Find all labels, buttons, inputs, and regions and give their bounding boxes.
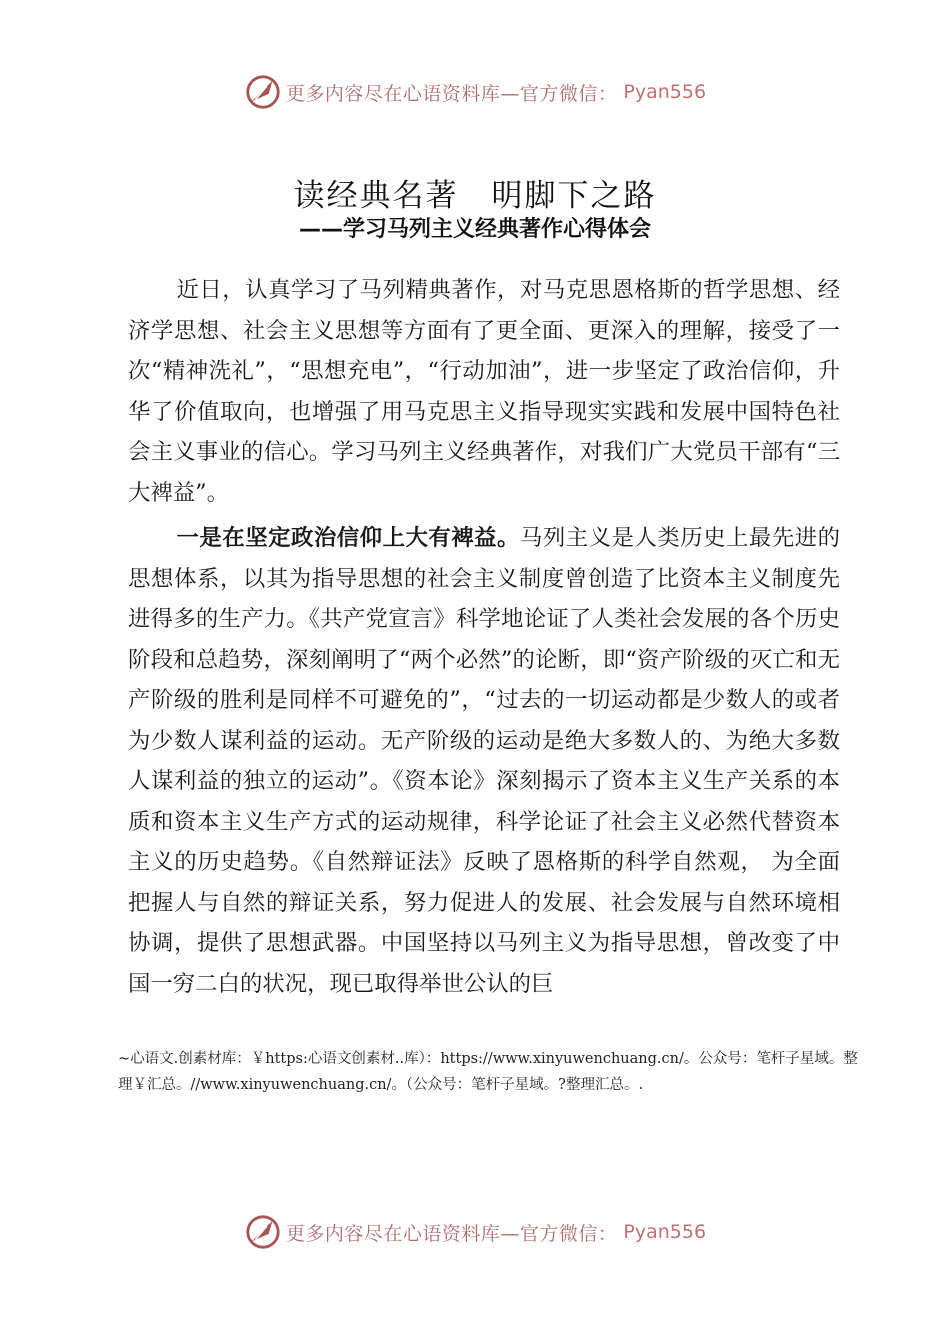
paragraph-2 <box>128 518 840 1004</box>
banner-wechat-id: Pyan556 <box>623 1221 707 1243</box>
banner-wechat-id: Pyan556 <box>623 81 707 103</box>
paragraph-1-text: 近日，认真学习了马列精典著作，对马克思恩格斯的哲学思想、经济学思想、社会主义思想等方面有了更全面、更深入的理解，接受了一次“精神洗礼”，“思想充电”，“行动加油”，进一步坚定了政治信仰，升华了价值取向，也增强了用马克思主义指导现实实践和发展中国特色社会主义事业的信心。学习马列主义经典著作，对我们广大党员干部有“三大裨益”。 <box>128 277 840 506</box>
document-subtitle: ——学习马列主义经典著作心得体会 <box>298 217 651 242</box>
footnote: ~心语文.创素材库：￥https:心语文创素材..库）：https://www.xinyuwenchuang.cn/。公众号：笔杆子星域。整理￥汇总。//www.xinyuwenchuang.cn/。（公众号：笔杆子星域。?整理汇总。. <box>118 1051 858 1093</box>
banner-text: 更多内容尽在心语资料库—官方微信： <box>285 82 618 105</box>
banner-text: 更多内容尽在心语资料库—官方微信： <box>285 1222 618 1245</box>
footer-banner <box>0 1210 950 1254</box>
paragraph-2-text: 马列主义是人类历史上最先进的思想体系，以其为指导思想的社会主义制度曾创造了比资本主义制度先进得多的生产力。《共产党宣言》科学地论证了人类社会发展的各个历史阶段和总趋势，深刻阐明了“两个必然”的论断，即“资产阶级的灭亡和无产阶级的胜利是同样不可避免的”，“过去的一切运动都是少数人的或者为少数人谋利益的运动。无产阶级的运动是绝大多数人的、为绝大多数人谋利益的独立的运动”。《资本论》深刻揭示了资本主义生产关系的本质和资本主义生产方式的运动规律，科学论证了社会主义必然代替资本主义的历史趋势。《自然辩证法》反映了恩格斯的科学自然观， 为全面把握人与自然的辩证关系，努力促进人的发展、社会发展与自然环境相协调，提供了思想武器。中国坚持以马列主义为指导思想，曾改变了中国一穷二白的状况，现已取得举世公认的巨 <box>128 525 841 997</box>
paragraph-1 <box>128 270 840 513</box>
document-title: 读经典名著 明脚下之路 <box>293 178 657 214</box>
header-banner <box>0 70 950 114</box>
paragraph-2-lead: 一是在坚定政治信仰上大有裨益。 <box>176 525 520 551</box>
quill-logo-icon <box>244 1213 282 1251</box>
quill-logo-icon <box>244 73 282 111</box>
